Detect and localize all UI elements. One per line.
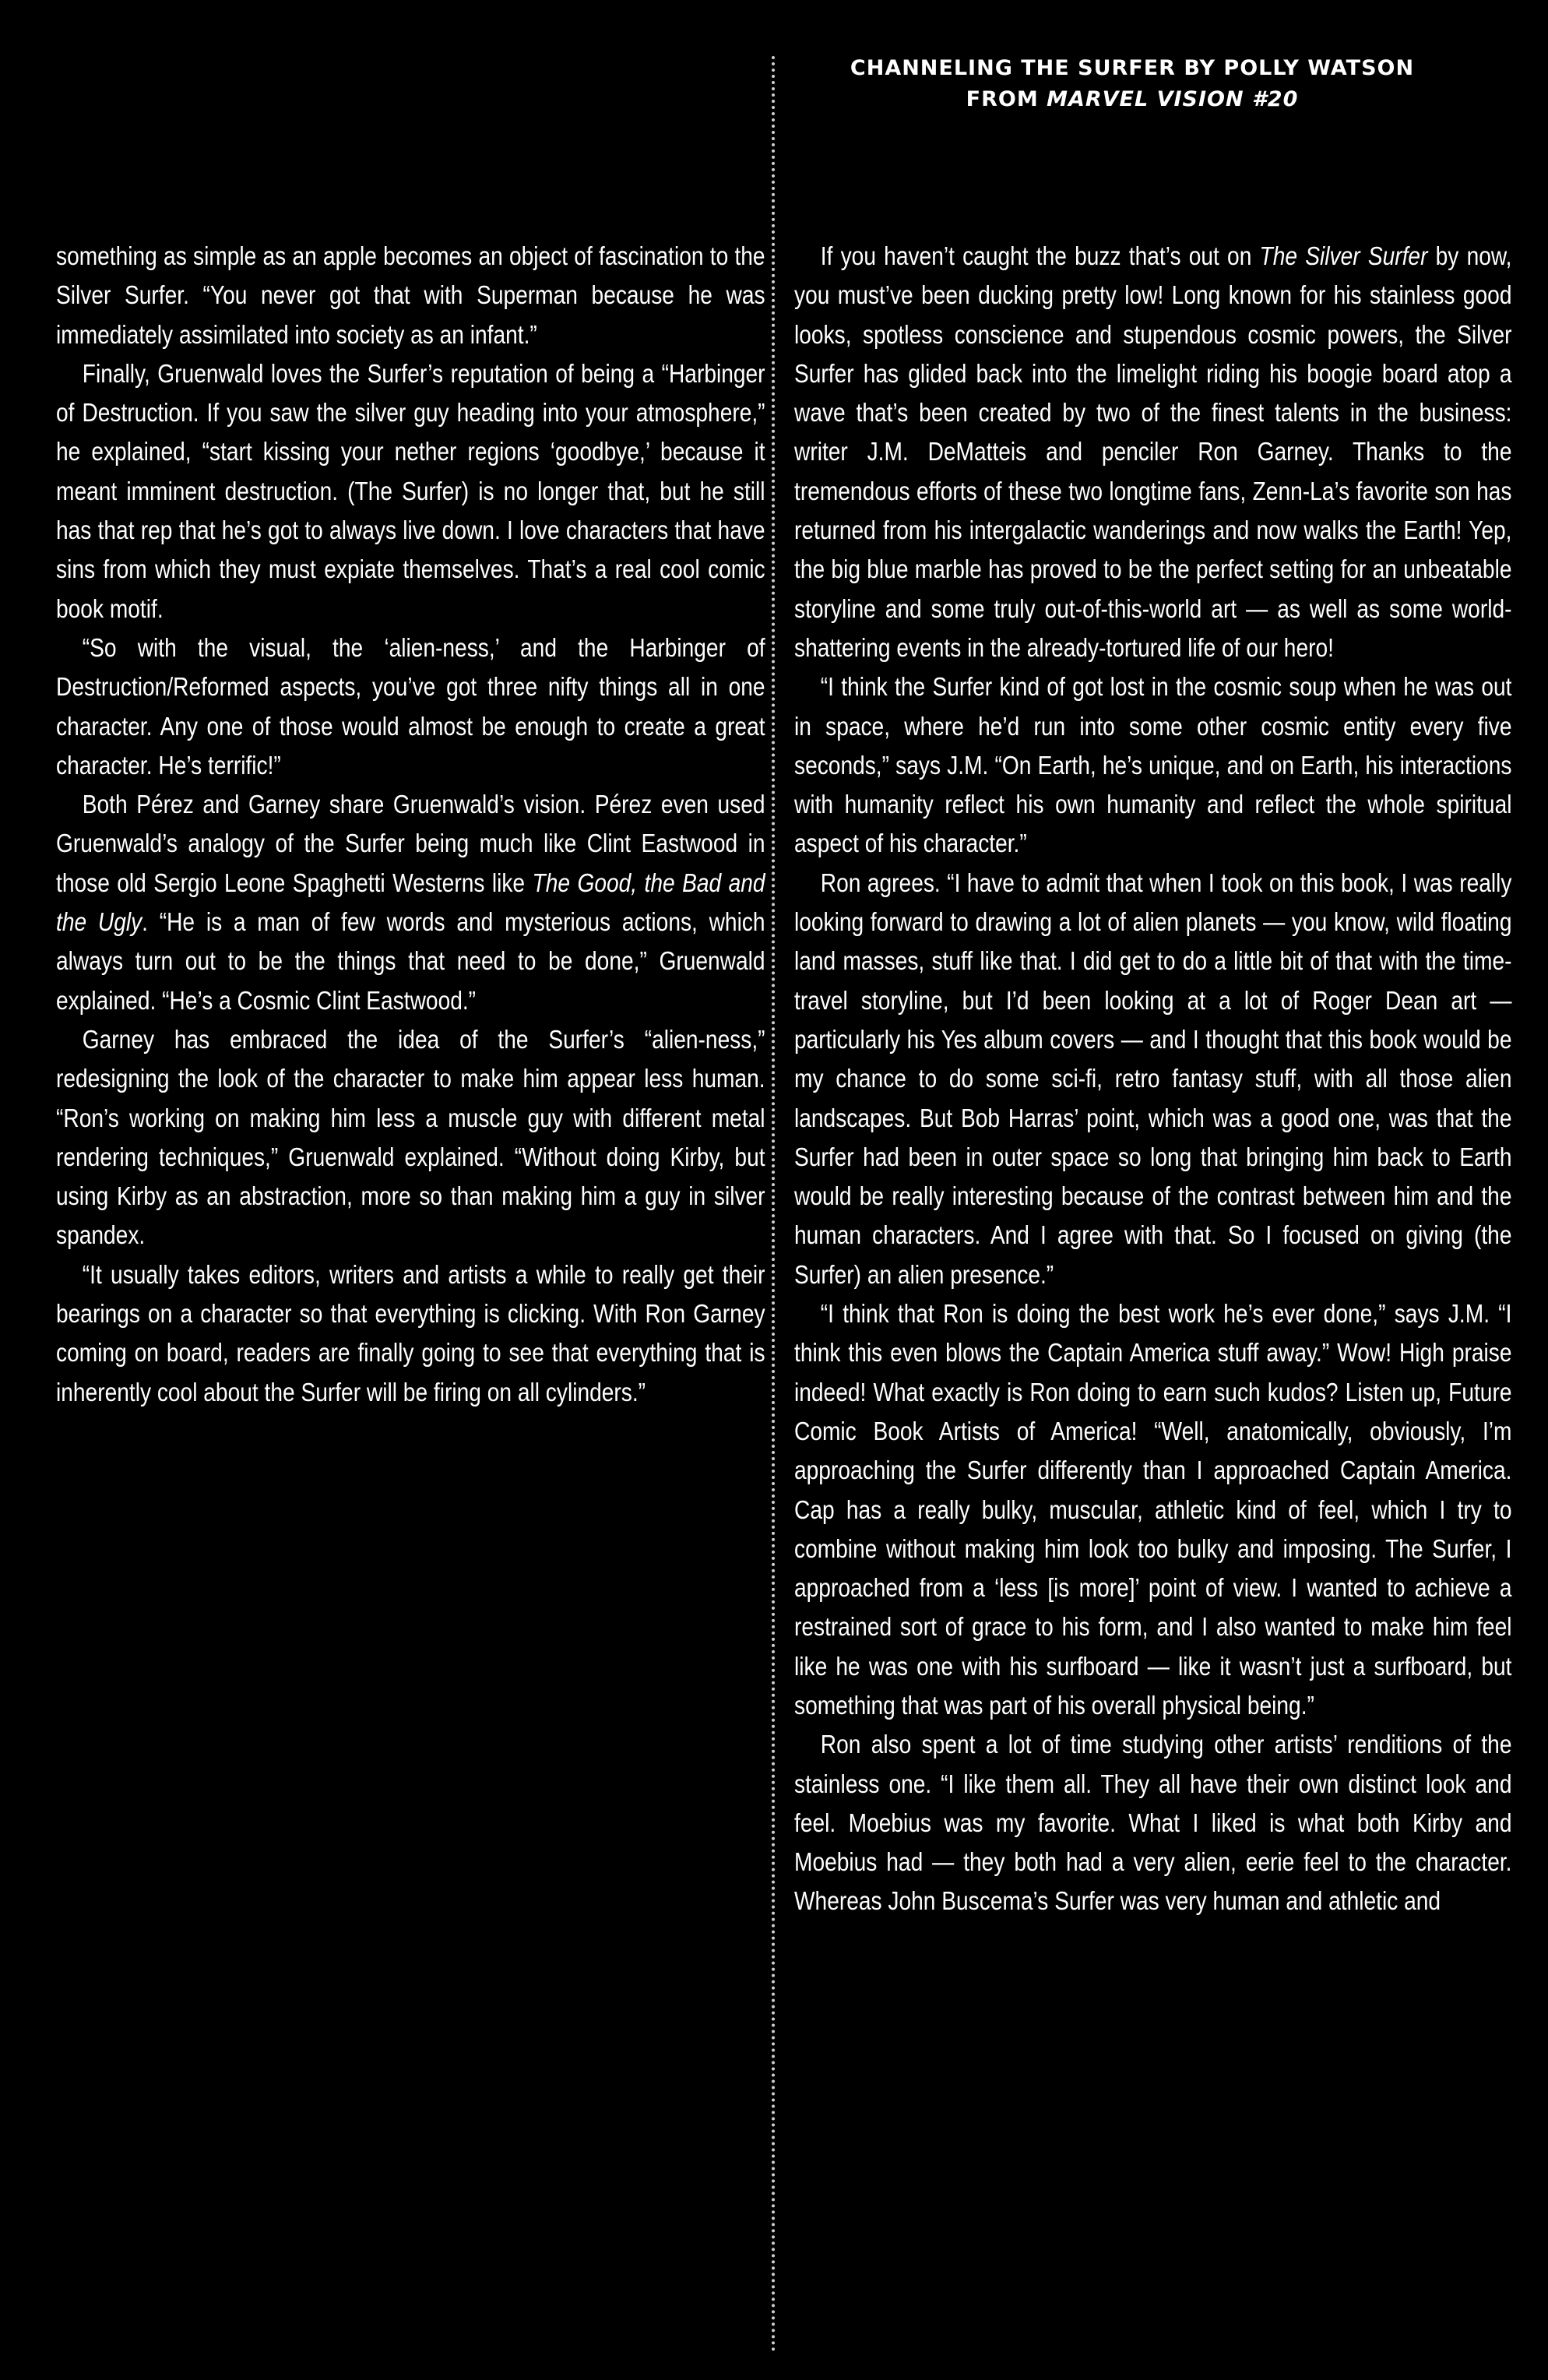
left-paragraph-4 — [56, 786, 765, 1021]
left-paragraph-3: “So with the visual, the ‘alien-ness,’ and the Harbinger of Destruction/Reformed aspects, you’ve got three nifty things all in one character. Any one of those would almost be enough to create a great character. He’s terrific!” — [56, 633, 765, 780]
left-paragraph-2: Finally, Gruenwald loves the Surfer’s reputation of being a “Harbinger of Destruction. If you saw the silver guy heading into your atmosphere,” he explained, “start kissing your nether regions ‘goodbye,’ because it meant imminent destruction. (The Surfer) is no longer that, but he still has that rep that he’s got to always live down. I love characters that have sins from which they must expiate themselves. That’s a real cool comic book motif. — [56, 359, 765, 624]
right-paragraph-1-a: If you haven’t caught the buzz that’s out on — [820, 242, 1260, 271]
left-paragraph-1: something as simple as an apple becomes an object of fascination to the Silver Surfer. “You never got that with Superman because he was immediately assimilated into society as an infant.” — [56, 242, 765, 350]
film-title: The Good, the Bad and the Ugly — [56, 868, 765, 938]
right-column — [794, 238, 1511, 1922]
article-source-prefix: FROM — [966, 87, 1047, 111]
right-paragraph-1-b: by now, you must’ve been ducking pretty low! Long known for his stainless good looks, spotless conscience and stupendous cosmic powers, the Silver Surfer has glided back into the limelight riding his boogie board atop a wave that’s been created by two of the finest talents in the business: writer J.M. DeMatteis and penciler Ron Garney. Thanks to the tremendous efforts of these two longtime fans, Zenn-La’s favorite son has returned from his intergalactic wanderings and now walks the Earth! Yep, the big blue marble has proved to be the perfect setting for an unbeatable storyline and some truly out-of-this-world art — as well as some world-shattering events in the already-tortured life of our hero! — [794, 242, 1512, 663]
left-column — [56, 238, 765, 1413]
right-paragraph-3: Ron agrees. “I have to admit that when I took on this book, I was really looking forward to drawing a lot of alien planets — you know, wild floating land masses, stuff like that. I did get to do a little bit of that with the time-travel storyline, but I’d been looking at a lot of Roger Dean art — particularly his Yes album covers — and I thought that this book would be my chance to do some sci-fi, retro fantasy stuff, with all those alien landscapes. But Bob Harras’ point, which was a good one, was that the Surfer had been in outer space so long that bringing him back to Earth would be really interesting because of the contrast between him and the human characters. And I agree with that. So I focused on giving (the Surfer) an alien presence.” — [794, 868, 1512, 1290]
right-paragraph-5: Ron also spent a lot of time studying other artists’ renditions of the stainless one. “I like them all. They all have their own distinct look and feel. Moebius was my favorite. What I liked is what both Kirby and Moebius had — they both had a very alien, eerie feel to the character. Whereas John Buscema’s Surfer was very human and athletic and — [794, 1730, 1512, 1917]
comic-title: The Silver Surfer — [1259, 242, 1428, 271]
right-paragraph-2: “I think the Surfer kind of got lost in the cosmic soup when he was out in space, where he’d run into some other cosmic entity every five seconds,” says J.M. “On Earth, he’s unique, and on Earth, his interactions with humanity reflect his own humanity and reflect the whole spiritual aspect of his character.” — [794, 673, 1512, 859]
magazine-title: MARVEL VISION #20 — [1047, 87, 1299, 111]
article-source — [794, 84, 1470, 115]
column-divider — [772, 56, 775, 2354]
right-paragraph-4: “I think that Ron is doing the best work he’s ever done,” says J.M. “I think this even blows the Captain America stuff away.” Wow! High praise indeed! What exactly is Ron doing to earn such kudos? Listen up, Future Comic Book Artists of America! “Well, anatomically, obviously, I’m approaching the Surfer differently than I approached Captain America. Cap has a really bulky, muscular, athletic kind of feel, which I try to combine without making him look too bulky and imposing. The Surfer, I approached from a ‘less [is more]’ point of view. I wanted to achieve a restrained sort of grace to his form, and I also wanted to make him feel like he was one with his surfboard — like it wasn’t just a surfboard, but something that was part of his overall physical being.” — [794, 1300, 1512, 1720]
right-paragraph-1 — [794, 238, 1511, 668]
left-paragraph-4-b: . “He is a man of few words and mysterious actions, which always turn out to be the things that need to be done,” Gruenwald explained. “He’s a Cosmic Clint Eastwood.” — [56, 908, 765, 1016]
left-paragraph-5: Garney has embraced the idea of the Surfer’s “alien-ness,” redesigning the look of the character to make him appear less human. “Ron’s working on making him less a muscle guy with different metal rendering techniques,” Gruenwald explained. “Without doing Kirby, but using Kirby as an abstraction, more so than making him a guy in silver spandex. — [56, 1025, 765, 1251]
article-byline: CHANNELING THE SURFER BY POLLY WATSON — [850, 56, 1415, 80]
article-header — [794, 53, 1470, 115]
left-paragraph-6: “It usually takes editors, writers and artists a while to really get their bearings on a character so that everything is clicking. With Ron Garney coming on board, readers are finally going to see that everything that is inherently cool about the Surfer will be firing on all cylinders.” — [56, 1260, 765, 1407]
left-paragraph-4-a: Both Pérez and Garney share Gruenwald’s vision. Pérez even used Gruenwald’s analogy of the Surfer being much like Clint Eastwood in those old Sergio Leone Spaghetti Westerns like — [56, 790, 765, 898]
